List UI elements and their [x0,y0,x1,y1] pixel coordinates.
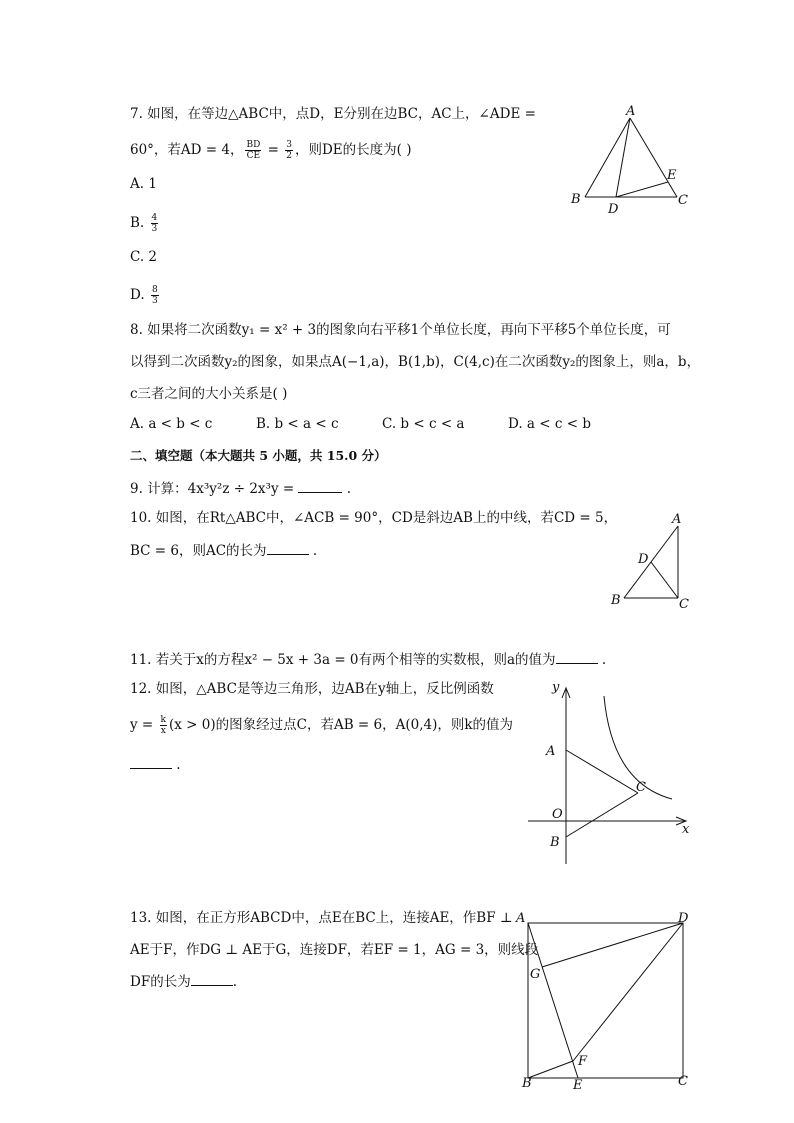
q10-line-1: 10. 如图，在Rt△ABC中，∠ACB = 90°，CD是斜边AB上的中线，若CD = 5， [130,510,618,526]
q13-label-f: F [578,1054,588,1069]
q7-option-b-num: 4 [151,213,158,223]
q7-line2-mid: = [263,142,284,158]
q7-line2-pre: 60°，若AD = 4， [130,142,244,158]
q7-option-b-label: B. [130,215,149,231]
q12-coordinate-svg [520,678,700,870]
q7-frac2-num: 3 [286,140,292,150]
q7-segment-ac [630,118,677,197]
q13-segment-bf [528,1061,573,1078]
q9-text: 9. 计算：4x³y²z ÷ 2x³y = [130,481,299,497]
q8-option-b: B. b < a < c [256,416,339,432]
q13-label-b: B [522,1076,532,1091]
q12-line2-post: (x > 0)的图象经过点C，若AB = 6，A(0,4)，则k的值为 [169,717,514,733]
section-2-title: 二、填空题（本大题共 5 小题，共 15.0 分） [130,448,387,463]
q12-line-2 [130,712,513,738]
q12-line-3 [130,754,181,775]
q13-square-abcd [528,923,683,1078]
q13-answer-blank [191,971,233,986]
q13-label-d: D [678,911,689,926]
q8-line-1: 8. 如果将二次函数y₁ = x² + 3的图象向右平移1个单位长度，再向下平移5个单位长度，可 [130,322,671,338]
q7-label-d: D [608,202,619,217]
q10-end: . [308,543,318,559]
q8-option-a: A. a < b < c [130,416,213,432]
q7-label-e: E [667,168,677,183]
q13-label-g: G [530,967,541,982]
q7-option-d-den: 3 [151,296,158,306]
q10-segment-cd [651,562,678,598]
q12-line-1: 12. 如图，△ABC是等边三角形，边AB在y轴上，反比例函数 [130,681,494,697]
q13-segment-dg [542,923,683,967]
q9-answer-blank [298,478,342,493]
q10-triangle-svg [604,508,704,613]
q7-line-2 [130,138,411,162]
q12-figure [520,678,700,870]
q7-figure [560,100,700,220]
q7-option-d-num: 8 [151,285,158,295]
q10-label-c: C [679,597,689,612]
q7-segment-de [616,182,668,197]
q11-line [130,649,606,670]
q12-segment-ac [566,750,638,793]
q10-figure [604,508,704,613]
q12-end: . [172,757,181,773]
q10-line2-text: BC = 6，则AC的长为 [130,543,267,559]
q13-figure [510,905,700,1095]
q7-triangle-svg [560,100,700,220]
q8-line-2: 以得到二次函数y₂的图象，如果点A(−1,a)，B(1,b)，C(4,c)在二次函数y₂的图象上，则a，b， [130,354,701,370]
q7-label-c: C [678,193,688,208]
q11-text: 11. 若关于x的方程x² − 5x + 3a = 0有两个相等的实数根，则a的值为 [130,652,556,668]
q12-segment-bc [566,793,638,837]
q7-option-d-fraction [151,285,159,306]
q7-fraction-bd-ce [245,140,261,161]
q7-option-d-label: D. [130,287,149,303]
q8-option-d: D. a < c < b [508,416,591,432]
q8-line-3: c三者之间的大小关系是( ) [130,386,288,402]
q12-frac-den: x [160,726,166,736]
q12-label-b: B [550,835,560,850]
q13-line-2: AE于F，作DG ⊥ AE于G，连接DF，若EF = 1，AG = 3，则线段 [130,942,539,958]
q13-label-e: E [573,1078,583,1093]
q7-fraction-3-2 [285,140,293,161]
q10-answer-blank [267,540,309,555]
q7-line-1: 7. 如图，在等边△ABC中，点D，E分别在边BC，AC上，∠ADE = [130,106,536,122]
q13-label-c: C [678,1074,688,1089]
q7-frac1-num: BD [246,140,261,150]
q10-label-d: D [638,552,649,567]
q13-line-3 [130,971,237,992]
q13-line3-text: DF的长为 [130,974,191,990]
q12-label-o: O [552,807,563,822]
q7-option-d [130,282,161,308]
q12-fraction-k-x [160,715,167,736]
q12-line2-pre: y = [130,717,158,733]
q13-line-1: 13. 如图，在正方形ABCD中，点E在BC上，连接AE，作BF ⊥ [130,910,513,926]
q12-label-a: A [546,744,556,759]
q10-label-a: A [672,512,682,527]
q12-label-x: x [682,822,690,837]
q7-option-b-fraction [151,213,159,234]
q7-line2-post: ，则DE的长度为( ) [294,142,412,158]
q7-frac1-den: CE [246,151,261,161]
q12-label-c: C [636,780,646,795]
q13-label-a: A [516,911,526,926]
q7-label-a: A [626,104,636,119]
q11-end: . [597,652,607,668]
q12-answer-blank [130,754,172,769]
q13-segment-ae [528,923,578,1078]
q7-option-b-den: 3 [151,224,158,234]
q7-label-b: B [571,192,581,207]
q7-option-c: C. 2 [130,249,158,265]
q7-option-a: A. 1 [130,176,157,192]
q13-end: . [232,974,237,990]
q10-line-2 [130,540,317,561]
q7-frac2-den: 2 [286,151,292,161]
q9-line [130,478,351,499]
q12-label-y: y [552,680,560,695]
q13-square-svg [510,905,700,1095]
q7-option-b [130,210,160,236]
q8-option-c: C. b < c < a [382,416,465,432]
q11-answer-blank [556,649,598,664]
q10-label-b: B [611,593,621,608]
q13-segment-df [573,923,683,1061]
q9-end: . [342,481,352,497]
q12-frac-num: k [160,715,166,725]
